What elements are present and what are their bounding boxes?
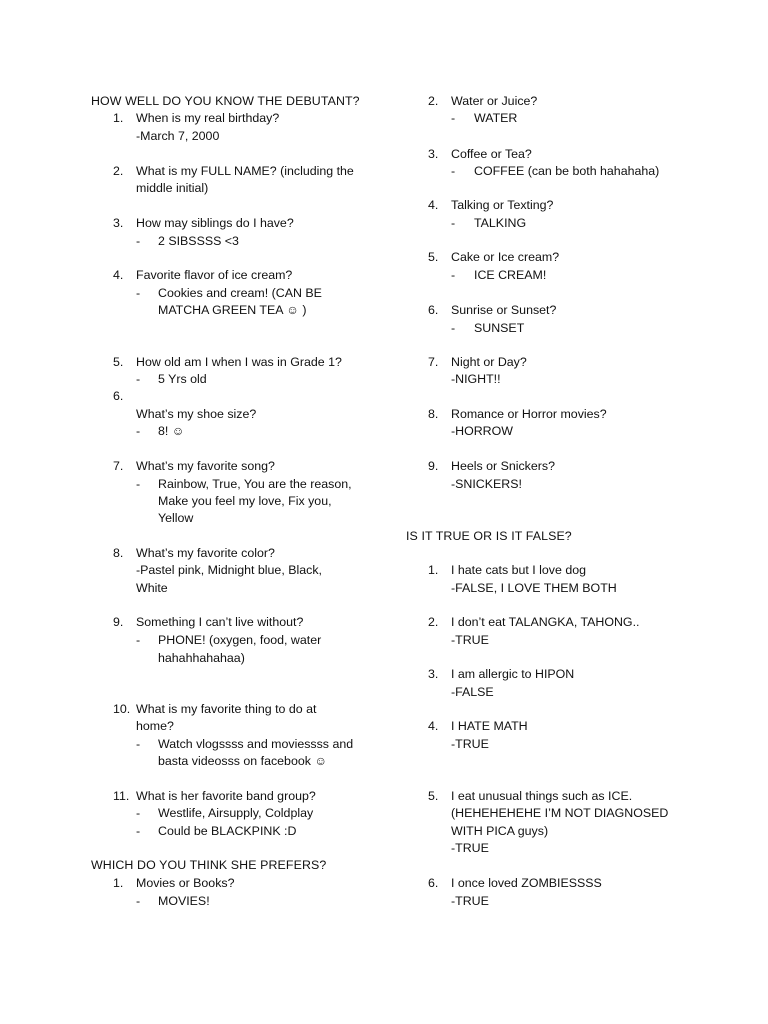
question-text: How old am I when I was in Grade 1? <box>136 355 342 369</box>
answer-dash: - <box>136 824 141 838</box>
answer-text: MOVIES! <box>158 894 210 908</box>
statement-text: I once loved ZOMBIESSSS <box>451 876 602 890</box>
item-number: 7. <box>428 355 439 369</box>
question-text: What’s my favorite song? <box>136 459 275 473</box>
question-text: Cake or Ice cream? <box>451 250 560 264</box>
item-number: 5. <box>113 355 124 369</box>
answer-text: COFFEE (can be both hahahaha) <box>474 164 660 178</box>
answer-text: -NIGHT!! <box>451 372 501 386</box>
question-text: Something I can’t live without? <box>136 615 304 629</box>
question-text: Romance or Horror movies? <box>451 407 607 421</box>
item-number: 4. <box>428 719 439 733</box>
item-number: 4. <box>113 268 124 282</box>
item-number: 4. <box>428 198 439 212</box>
answer-text: Cookies and cream! (CAN BE <box>158 286 322 300</box>
item-number: 2. <box>428 615 439 629</box>
answer-text: -HORROW <box>451 424 513 438</box>
question-text: What is her favorite band group? <box>136 789 316 803</box>
answer-dash: - <box>451 321 456 335</box>
question-text: Heels or Snickers? <box>451 459 555 473</box>
item-number: 3. <box>428 147 439 161</box>
item-number: 3. <box>428 667 439 681</box>
answer-text: Watch vlogssss and moviessss and <box>158 737 354 751</box>
item-number: 1. <box>113 111 124 125</box>
item-number: 8. <box>113 546 124 560</box>
answer-text: 5 Yrs old <box>158 372 207 386</box>
answer-text: -March 7, 2000 <box>136 129 220 143</box>
answer-dash: - <box>136 633 141 647</box>
answer-text: MATCHA GREEN TEA ☺ ) <box>158 303 307 317</box>
answer-dash: - <box>451 268 456 282</box>
question-text: How may siblings do I have? <box>136 216 294 230</box>
answer-text: -FALSE, I LOVE THEM BOTH <box>451 581 617 595</box>
answer-text: Could be BLACKPINK :D <box>158 824 297 838</box>
answer-text: White <box>136 581 168 595</box>
section-heading: HOW WELL DO YOU KNOW THE DEBUTANT? <box>91 94 360 108</box>
item-number: 2. <box>113 164 124 178</box>
answer-text: -TRUE <box>451 894 489 908</box>
answer-text: WATER <box>474 111 518 125</box>
statement-text: (HEHEHEHEHE I’M NOT DIAGNOSED <box>451 806 669 820</box>
answer-dash: - <box>136 477 141 491</box>
item-number: 3. <box>113 216 124 230</box>
question-text: Coffee or Tea? <box>451 147 532 161</box>
question-text: Movies or Books? <box>136 876 235 890</box>
answer-text: -Pastel pink, Midnight blue, Black, <box>136 563 322 577</box>
statement-text: I don’t eat TALANGKA, TAHONG.. <box>451 615 640 629</box>
question-text: When is my real birthday? <box>136 111 280 125</box>
question-text: Sunrise or Sunset? <box>451 303 557 317</box>
answer-text: -FALSE <box>451 685 494 699</box>
answer-text: Make you feel my love, Fix you, <box>158 494 332 508</box>
answer-text: -TRUE <box>451 737 489 751</box>
answer-text: hahahhahahaa) <box>158 651 245 665</box>
question-text: What is my favorite thing to do at <box>136 702 317 716</box>
question-text: middle initial) <box>136 181 209 195</box>
answer-text: basta videosss on facebook ☺ <box>158 754 328 768</box>
item-number: 11. <box>113 789 130 803</box>
answer-text: ICE CREAM! <box>474 268 547 282</box>
question-text: Water or Juice? <box>451 94 538 108</box>
statement-text: I am allergic to HIPON <box>451 667 575 681</box>
answer-dash: - <box>136 234 141 248</box>
question-text: home? <box>136 719 174 733</box>
statement-text: WITH PICA guys) <box>451 824 549 838</box>
answer-text: PHONE! (oxygen, food, water <box>158 633 322 647</box>
item-number: 1. <box>113 876 124 890</box>
item-number: 6. <box>428 303 439 317</box>
item-number: 9. <box>113 615 124 629</box>
answer-text: 8! ☺ <box>158 424 185 438</box>
statement-text: I hate cats but I love dog <box>451 563 587 577</box>
section-heading: WHICH DO YOU THINK SHE PREFERS? <box>91 858 327 872</box>
answer-text: -SNICKERS! <box>451 477 522 491</box>
question-text: Night or Day? <box>451 355 527 369</box>
answer-text: Yellow <box>158 511 194 525</box>
statement-text: I HATE MATH <box>451 719 528 733</box>
item-number: 9. <box>428 459 439 473</box>
question-text: What’s my shoe size? <box>136 407 257 421</box>
answer-text: 2 SIBSSSS <3 <box>158 234 239 248</box>
answer-text: -TRUE <box>451 633 489 647</box>
question-text: What’s my favorite color? <box>136 546 275 560</box>
statement-text: I eat unusual things such as ICE. <box>451 789 633 803</box>
answer-text: -TRUE <box>451 841 489 855</box>
answer-dash: - <box>451 111 456 125</box>
item-number: 7. <box>113 459 124 473</box>
item-number: 5. <box>428 789 439 803</box>
item-number: 1. <box>428 563 439 577</box>
answer-dash: - <box>136 737 141 751</box>
answer-dash: - <box>136 424 141 438</box>
answer-dash: - <box>451 164 456 178</box>
question-text: Talking or Texting? <box>451 198 554 212</box>
item-number: 10. <box>113 702 131 716</box>
question-text: Favorite flavor of ice cream? <box>136 268 293 282</box>
item-number: 2. <box>428 94 439 108</box>
item-number: 6. <box>113 389 124 403</box>
answer-text: Rainbow, True, You are the reason, <box>158 477 352 491</box>
item-number: 5. <box>428 250 439 264</box>
answer-text: Westlife, Airsupply, Coldplay <box>158 806 314 820</box>
answer-text: SUNSET <box>474 321 525 335</box>
answer-dash: - <box>136 286 141 300</box>
item-number: 6. <box>428 876 439 890</box>
section-heading: IS IT TRUE OR IS IT FALSE? <box>406 529 572 543</box>
answer-dash: - <box>136 806 141 820</box>
answer-text: TALKING <box>474 216 527 230</box>
answer-dash: - <box>136 894 141 908</box>
answer-dash: - <box>136 372 141 386</box>
answer-dash: - <box>451 216 456 230</box>
item-number: 8. <box>428 407 439 421</box>
question-text: What is my FULL NAME? (including the <box>136 164 354 178</box>
